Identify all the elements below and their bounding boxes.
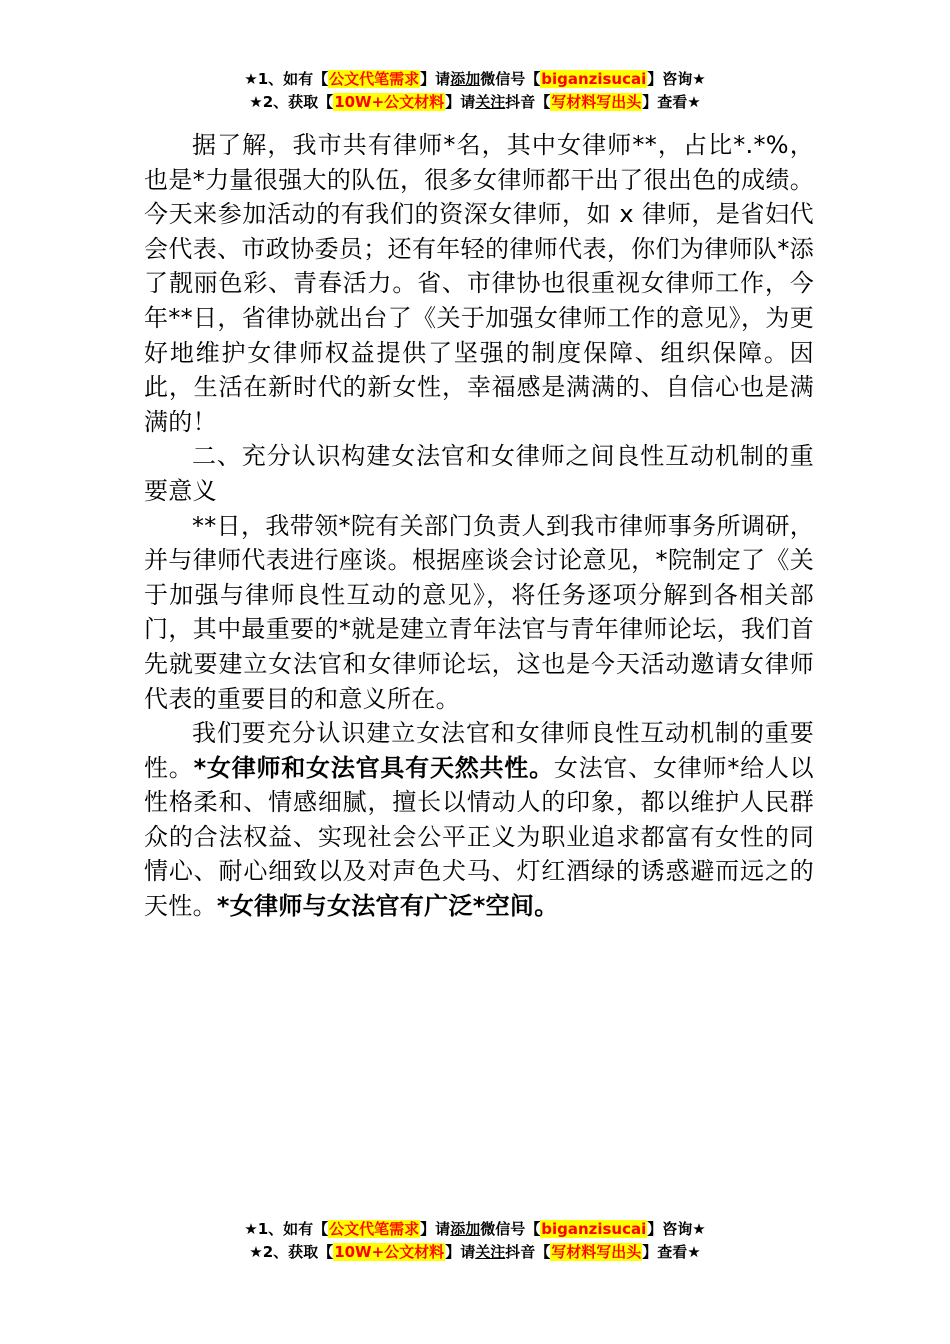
header-text: ★1、如有【	[244, 70, 329, 88]
header-text: ★2、获取【	[249, 93, 334, 111]
service-highlight: 公文代笔需求	[329, 1220, 420, 1238]
header-text: 】请	[445, 93, 476, 111]
paragraph-2: **日，我带领*院有关部门负责人到我市律师事务所调研，并与律师代表进行座谈。根据座谈会讨论意见，*院制定了《关于加强与律师良性互动的意见》，将任务逐项分解到各相关部门，其中最重要的*就是建立青年法官与青年律师论坛，我们首先就要建立女法官和女律师论坛，这也是今天活动邀请女律师代表的重要目的和意义所在。	[144, 511, 814, 713]
section-heading: 二、充分认识构建女法官和女律师之间良性互动机制的重要意义	[144, 442, 814, 505]
footer-text: 】查看★	[642, 1243, 701, 1261]
bold-point-1: *女律师和女法官具有天然共性。	[193, 753, 554, 782]
douyin-highlight: 写材料写出头	[551, 1243, 642, 1261]
footer-text: 微信号【	[480, 1220, 541, 1238]
bold-point-2: *女律师与女法官有广泛*空间。	[216, 892, 559, 921]
footer-line-1	[0, 1218, 950, 1241]
header-text: 抖音【	[505, 93, 551, 111]
footer-text: ★2、获取【	[249, 1243, 334, 1261]
footer-line-2	[0, 1241, 950, 1264]
footer-banner	[0, 1218, 950, 1264]
paragraph-1: 据了解，我市共有律师*名，其中女律师**，占比*.*%，也是*力量很强大的队伍，很多女律师都干出了很出色的成绩。今天来参加活动的有我们的资深女律师，如 x 律师，是省妇代会代表、市政协委员；还有年轻的律师代表，你们为律师队*添了靓丽色彩、青春活力。省、市律协也很重视女律师工作，今年**日，省律协就出台了《关于加强女律师工作的意见》，为更好地维护女律师权益提供了坚强的制度保障、组织保障。因此，生活在新时代的新女性，幸福感是满满的、自信心也是满满的！	[144, 131, 814, 436]
header-text: 】查看★	[642, 93, 701, 111]
wechat-id-highlight: biganzisucai	[541, 1220, 647, 1238]
footer-underlined: 添加	[450, 1220, 481, 1238]
header-underlined: 添加	[450, 70, 481, 88]
paragraph-3	[144, 716, 814, 924]
document-body	[144, 128, 814, 924]
footer-text: 】请	[445, 1243, 476, 1261]
douyin-highlight: 写材料写出头	[551, 93, 642, 111]
header-underlined: 关注	[475, 93, 506, 111]
header-line-1	[0, 68, 950, 91]
paragraph-3-text: 我们要充分认识建立女法官和女律师良性互动机制的重要性。	[144, 719, 814, 782]
header-banner	[0, 68, 950, 114]
header-line-2	[0, 91, 950, 114]
footer-text: 】请	[420, 1220, 451, 1238]
materials-highlight: 10W+公文材料	[334, 1243, 445, 1261]
wechat-id-highlight: biganzisucai	[541, 70, 647, 88]
footer-underlined: 关注	[475, 1243, 506, 1261]
header-text: 微信号【	[480, 70, 541, 88]
footer-text: 抖音【	[505, 1243, 551, 1261]
materials-highlight: 10W+公文材料	[334, 93, 445, 111]
paragraph-3-text: 女法官、女律师*给人以性格柔和、情感细腻，擅长以情动人的印象，都以维护人民群众的合法权益、实现社会公平正义为职业追求都富有女性的同情心、耐心细致以及对声色犬马、灯红酒绿的诱惑避而远之的天性。	[144, 753, 814, 921]
footer-text: ★1、如有【	[244, 1220, 329, 1238]
footer-text: 】咨询★	[647, 1220, 706, 1238]
header-text: 】请	[420, 70, 451, 88]
service-highlight: 公文代笔需求	[329, 70, 420, 88]
header-text: 】咨询★	[647, 70, 706, 88]
